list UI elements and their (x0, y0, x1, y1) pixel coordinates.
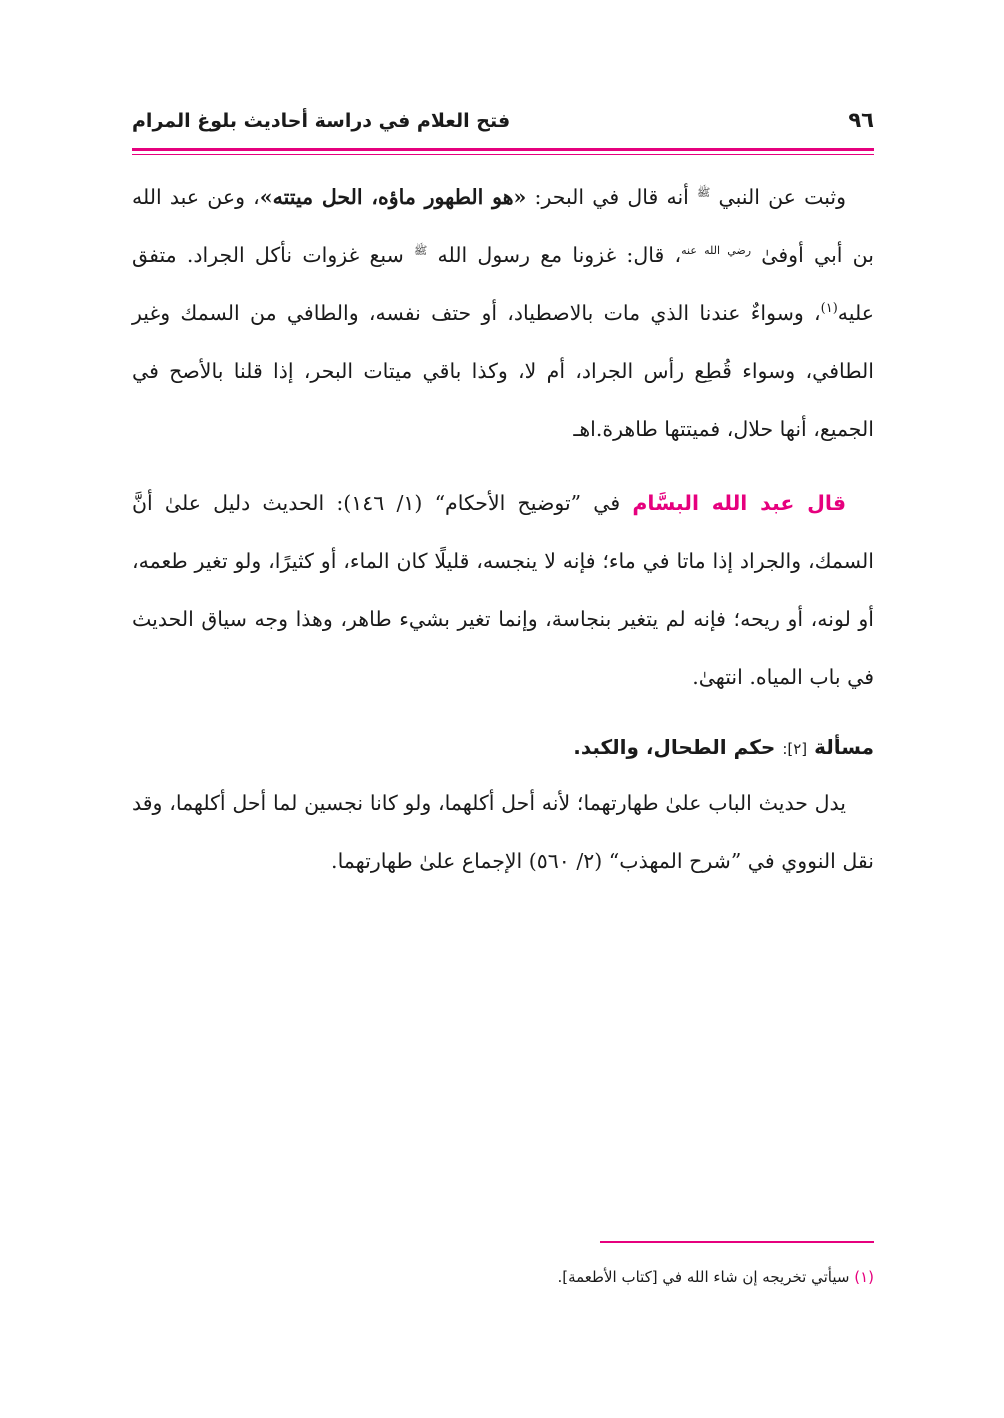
page-number: ٩٦ (848, 108, 874, 132)
body-text (132, 168, 874, 890)
heading-label: مسألة (814, 735, 874, 759)
paragraph-ruling (132, 774, 874, 890)
speaker-name: قال عبد الله البسَّام (632, 491, 847, 515)
footnote-rule (600, 1241, 874, 1243)
running-header (132, 108, 874, 148)
salutation-glyph: ﷺ (413, 244, 428, 258)
running-title: فتح العلام في دراسة أحاديث بلوغ المرام (132, 110, 511, 132)
header-rule-thin (132, 154, 874, 155)
text-run: يدل حديث الباب علىٰ طهارتهما؛ لأنه أحل أكلهما، ولو كانا نجسين لما أحل أكلهما، وقد نقل النووي في ”شرح المهذب“ (٢/ ٥٦٠) الإجماع علىٰ طهارتهما. (132, 791, 874, 873)
text-run: سبع غزوات نأكل الجراد. متفق عليه (132, 243, 874, 325)
text-run: ، قال: غزونا مع رسول الله (427, 243, 682, 267)
text-run: وثبت عن النبي (710, 185, 846, 209)
section-heading (132, 722, 874, 774)
text-run: أنه قال في البحر: (526, 185, 698, 209)
header-rule (132, 148, 874, 151)
footnote (400, 1262, 874, 1292)
paragraph-bassam (132, 474, 874, 706)
heading-title: حكم الطحال، والكبد. (573, 735, 783, 759)
footnote-text: سيأتي تخريجه إن شاء الله في [كتاب الأطعمة]. (557, 1268, 855, 1286)
salutation-glyph: ﷺ (697, 186, 711, 200)
heading-number: [٢]: (782, 740, 808, 758)
salutation-glyph: رضي الله عنه (681, 244, 752, 258)
text-run: ، وعن عبد الله بن أبي أوفىٰ (132, 185, 874, 267)
text-run: ، وسواءٌ عندنا الذي مات بالاصطياد، أو حتف نفسه، والطافي من السمك وغير الطافي، وسواء قُطِع رأس الجراد، أم لا، وكذا باقي ميتات البحر، إذا قلنا بالأصح في الجميع، أنها حلال، فميتتها طاهرة.اهـ (132, 301, 874, 441)
footnote-reference[interactable]: (١) (820, 301, 838, 317)
text-run: في ”توضيح الأحكام“ (١/ ١٤٦): الحديث دليل علىٰ أنَّ السمك، والجراد إذا ماتا في ماء؛ فإنه لا ينجسه، قليلًا كان الماء، أو كثيرًا، ولو تغير طعمه، أو لونه، أو ريحه؛ فإنه لم يتغير بنجاسة، وإنما تغير بشيء طاهر، وهذا وجه سياق الحديث في باب المياه. انتهىٰ. (132, 491, 874, 689)
hadith-quote: «هو الطهور ماؤه، الحل ميتته» (259, 185, 527, 209)
footnote-number: (١) (854, 1268, 874, 1286)
paragraph-hadith (132, 168, 874, 458)
